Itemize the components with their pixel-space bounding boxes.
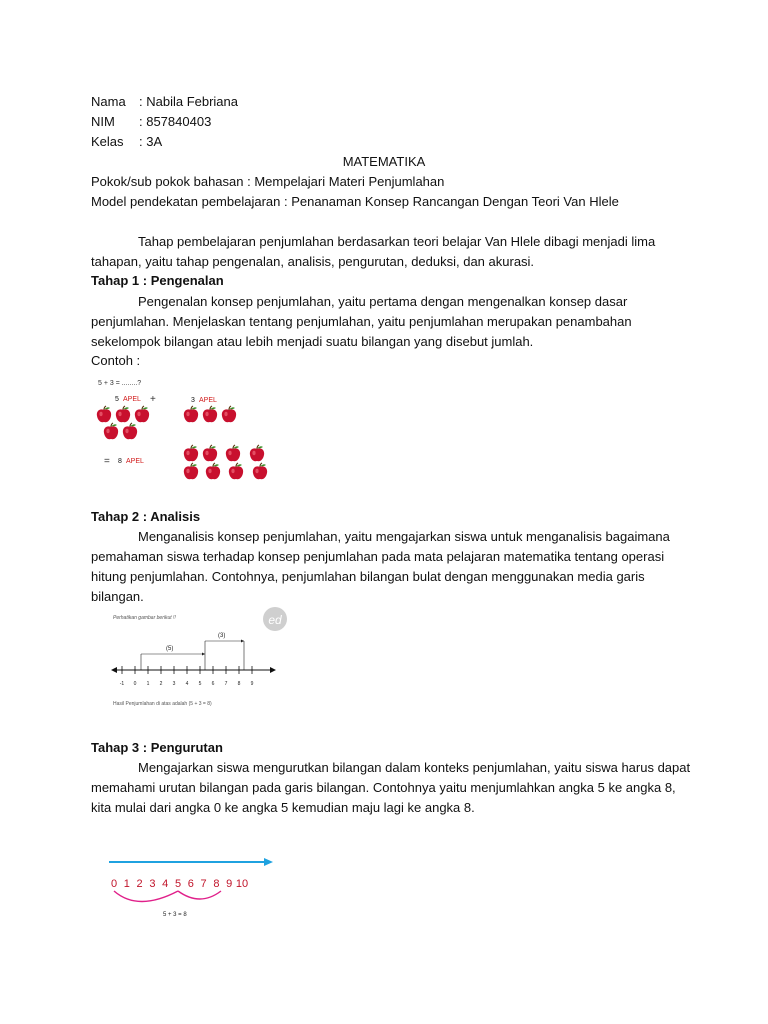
apple-icon	[135, 406, 149, 422]
apple-icon	[116, 406, 130, 422]
tahap3-line-2: memahami urutan bilangan pada garis bilangan. Contohnya yaitu menjumlahkan angka 5 ke angka 8,	[91, 780, 676, 795]
apple-icon	[184, 463, 198, 479]
tick-label: 9	[250, 681, 254, 687]
tahap1-line-2: penjumlahan. Menjelaskan tentang penjumlahan, yaitu penjumlahan merupakan penambahan	[91, 314, 632, 329]
number-line-figure	[108, 605, 293, 707]
apple-icon	[184, 445, 198, 461]
tahap2-line-3: hitung penjumlahan. Contohnya, penjumlahan bilangan bulat dengan menggunakan media garis	[91, 569, 645, 584]
apple-right-count: 3	[191, 397, 195, 404]
model-line: Model pendekatan pembelajaran : Penanaman Konsep Rancangan Dengan Teori Van Hlele	[91, 194, 619, 209]
apple-icon	[226, 445, 240, 461]
apple-left-unit: APEL	[123, 396, 141, 403]
sequence-number: 7	[200, 878, 207, 890]
tahap2-line-2: pemahaman siswa terhadap konsep penjumlahan pada mata pelajaran matematika tentang operasi	[91, 549, 665, 564]
kelas-value: : 3A	[139, 134, 163, 149]
ed-logo-text: ed	[268, 613, 282, 627]
apple-icon	[229, 463, 243, 479]
nim-value: : 857840403	[139, 114, 212, 129]
sequence-number: 3	[149, 878, 156, 890]
apple-left-count: 5	[115, 396, 119, 403]
tick-label: -1	[119, 681, 125, 687]
jump-label-3: (3)	[218, 633, 226, 639]
apple-equals-sign: =	[104, 456, 110, 467]
tick-label: 3	[172, 681, 176, 687]
sequence-number: 10	[235, 878, 249, 890]
number-line-ticks	[120, 666, 254, 687]
apple-icon	[253, 463, 267, 479]
apple-result-unit: APEL	[126, 458, 144, 465]
nim-row	[91, 113, 211, 131]
document-title: MATEMATIKA	[342, 154, 426, 169]
nama-label: Nama	[91, 94, 126, 109]
apple-icon	[203, 406, 217, 422]
number-line-caption-top: Perhatikan gambar berikut !!	[113, 615, 176, 621]
sequence-number: 0	[110, 878, 118, 890]
intro-line-1: Tahap pembelajaran penjumlahan berdasarkan teori belajar Van Hlele dibagi menjadi lima	[138, 234, 656, 249]
apple-icon	[123, 423, 137, 439]
sequence-number: 6	[187, 878, 194, 890]
tahap3-line-1: Mengajarkan siswa mengurutkan bilangan dalam konteks penjumlahan, yaitu siswa harus dapat	[138, 760, 691, 775]
contoh-label: Contoh :	[91, 353, 141, 368]
sequence-number: 9	[226, 878, 233, 890]
tahap1-line-1: Pengenalan konsep penjumlahan, yaitu pertama dengan mengenalkan konsep dasar	[138, 294, 628, 309]
sequence-number-line-figure	[105, 850, 280, 925]
number-line-caption-bottom: Hasil Penjumlahan di atas adalah (5 + 3 = 8)	[113, 701, 212, 707]
tick-label: 8	[237, 681, 241, 687]
nama-value: : Nabila Febriana	[139, 94, 238, 109]
apple-icon	[184, 406, 198, 422]
tahap3-heading: Tahap 3 : Pengurutan	[91, 740, 223, 755]
jump-arrow-5	[202, 653, 205, 656]
arc-5-to-8	[178, 891, 221, 899]
apple-equation: 5 + 3 = ........?	[98, 380, 142, 387]
sequence-numbers	[111, 878, 248, 890]
apple-icon	[222, 406, 236, 422]
tahap2-line-4: bilangan.	[91, 589, 144, 604]
axis-arrow-left	[111, 667, 117, 673]
apple-icon	[203, 445, 217, 461]
apple-icon	[104, 423, 118, 439]
apple-icon	[97, 406, 111, 422]
tick-label: 4	[185, 681, 189, 687]
tick-label: 6	[211, 681, 215, 687]
tahap2-heading: Tahap 2 : Analisis	[91, 509, 201, 524]
apple-plus-sign: +	[150, 394, 156, 405]
jump-arrow-3	[241, 640, 244, 643]
sequence-number: 2	[136, 878, 143, 890]
subject-line: Pokok/sub pokok bahasan : Mempelajari Materi Penjumlahan	[91, 174, 445, 189]
apple-right-unit: APEL	[199, 397, 217, 404]
sequence-caption: 5 + 3 = 8	[163, 912, 187, 918]
ed-logo	[263, 607, 287, 631]
arc-0-to-5	[114, 891, 178, 902]
apple-result-count: 8	[118, 458, 122, 465]
tick-label: 1	[146, 681, 150, 687]
axis-arrow-right	[270, 667, 276, 673]
kelas-label: Kelas	[91, 134, 124, 149]
tick-label: 5	[198, 681, 202, 687]
sequence-number: 8	[213, 878, 220, 890]
sequence-number: 4	[162, 878, 169, 890]
apple-icon	[206, 463, 220, 479]
apple-addition-figure	[90, 373, 280, 488]
tahap3-line-3: kita mulai dari angka 0 ke angka 5 kemudian maju lagi ke angka 8.	[91, 800, 475, 815]
sequence-number: 1	[123, 878, 130, 890]
kelas-row	[91, 133, 162, 151]
intro-line-2: tahapan, yaitu tahap pengenalan, analisis, pengurutan, deduksi, dan akurasi.	[91, 254, 535, 269]
apple-icon	[250, 445, 264, 461]
tick-label: 0	[133, 681, 137, 687]
tahap2-line-1: Menganalisis konsep penjumlahan, yaitu mengajarkan siswa untuk menganalisis bagaimana	[138, 529, 670, 544]
blue-arrow-head	[264, 858, 273, 866]
tahap1-line-3: sekelompok bilangan atau lebih menjadi suatu bilangan yang disebut jumlah.	[91, 334, 534, 349]
jump-label-5: (5)	[166, 646, 174, 652]
nama-row	[91, 93, 238, 111]
tick-label: 2	[159, 681, 163, 687]
nim-label: NIM	[91, 114, 115, 129]
tahap1-heading: Tahap 1 : Pengenalan	[91, 273, 224, 288]
sequence-number: 5	[174, 878, 182, 890]
tick-label: 7	[224, 681, 228, 687]
